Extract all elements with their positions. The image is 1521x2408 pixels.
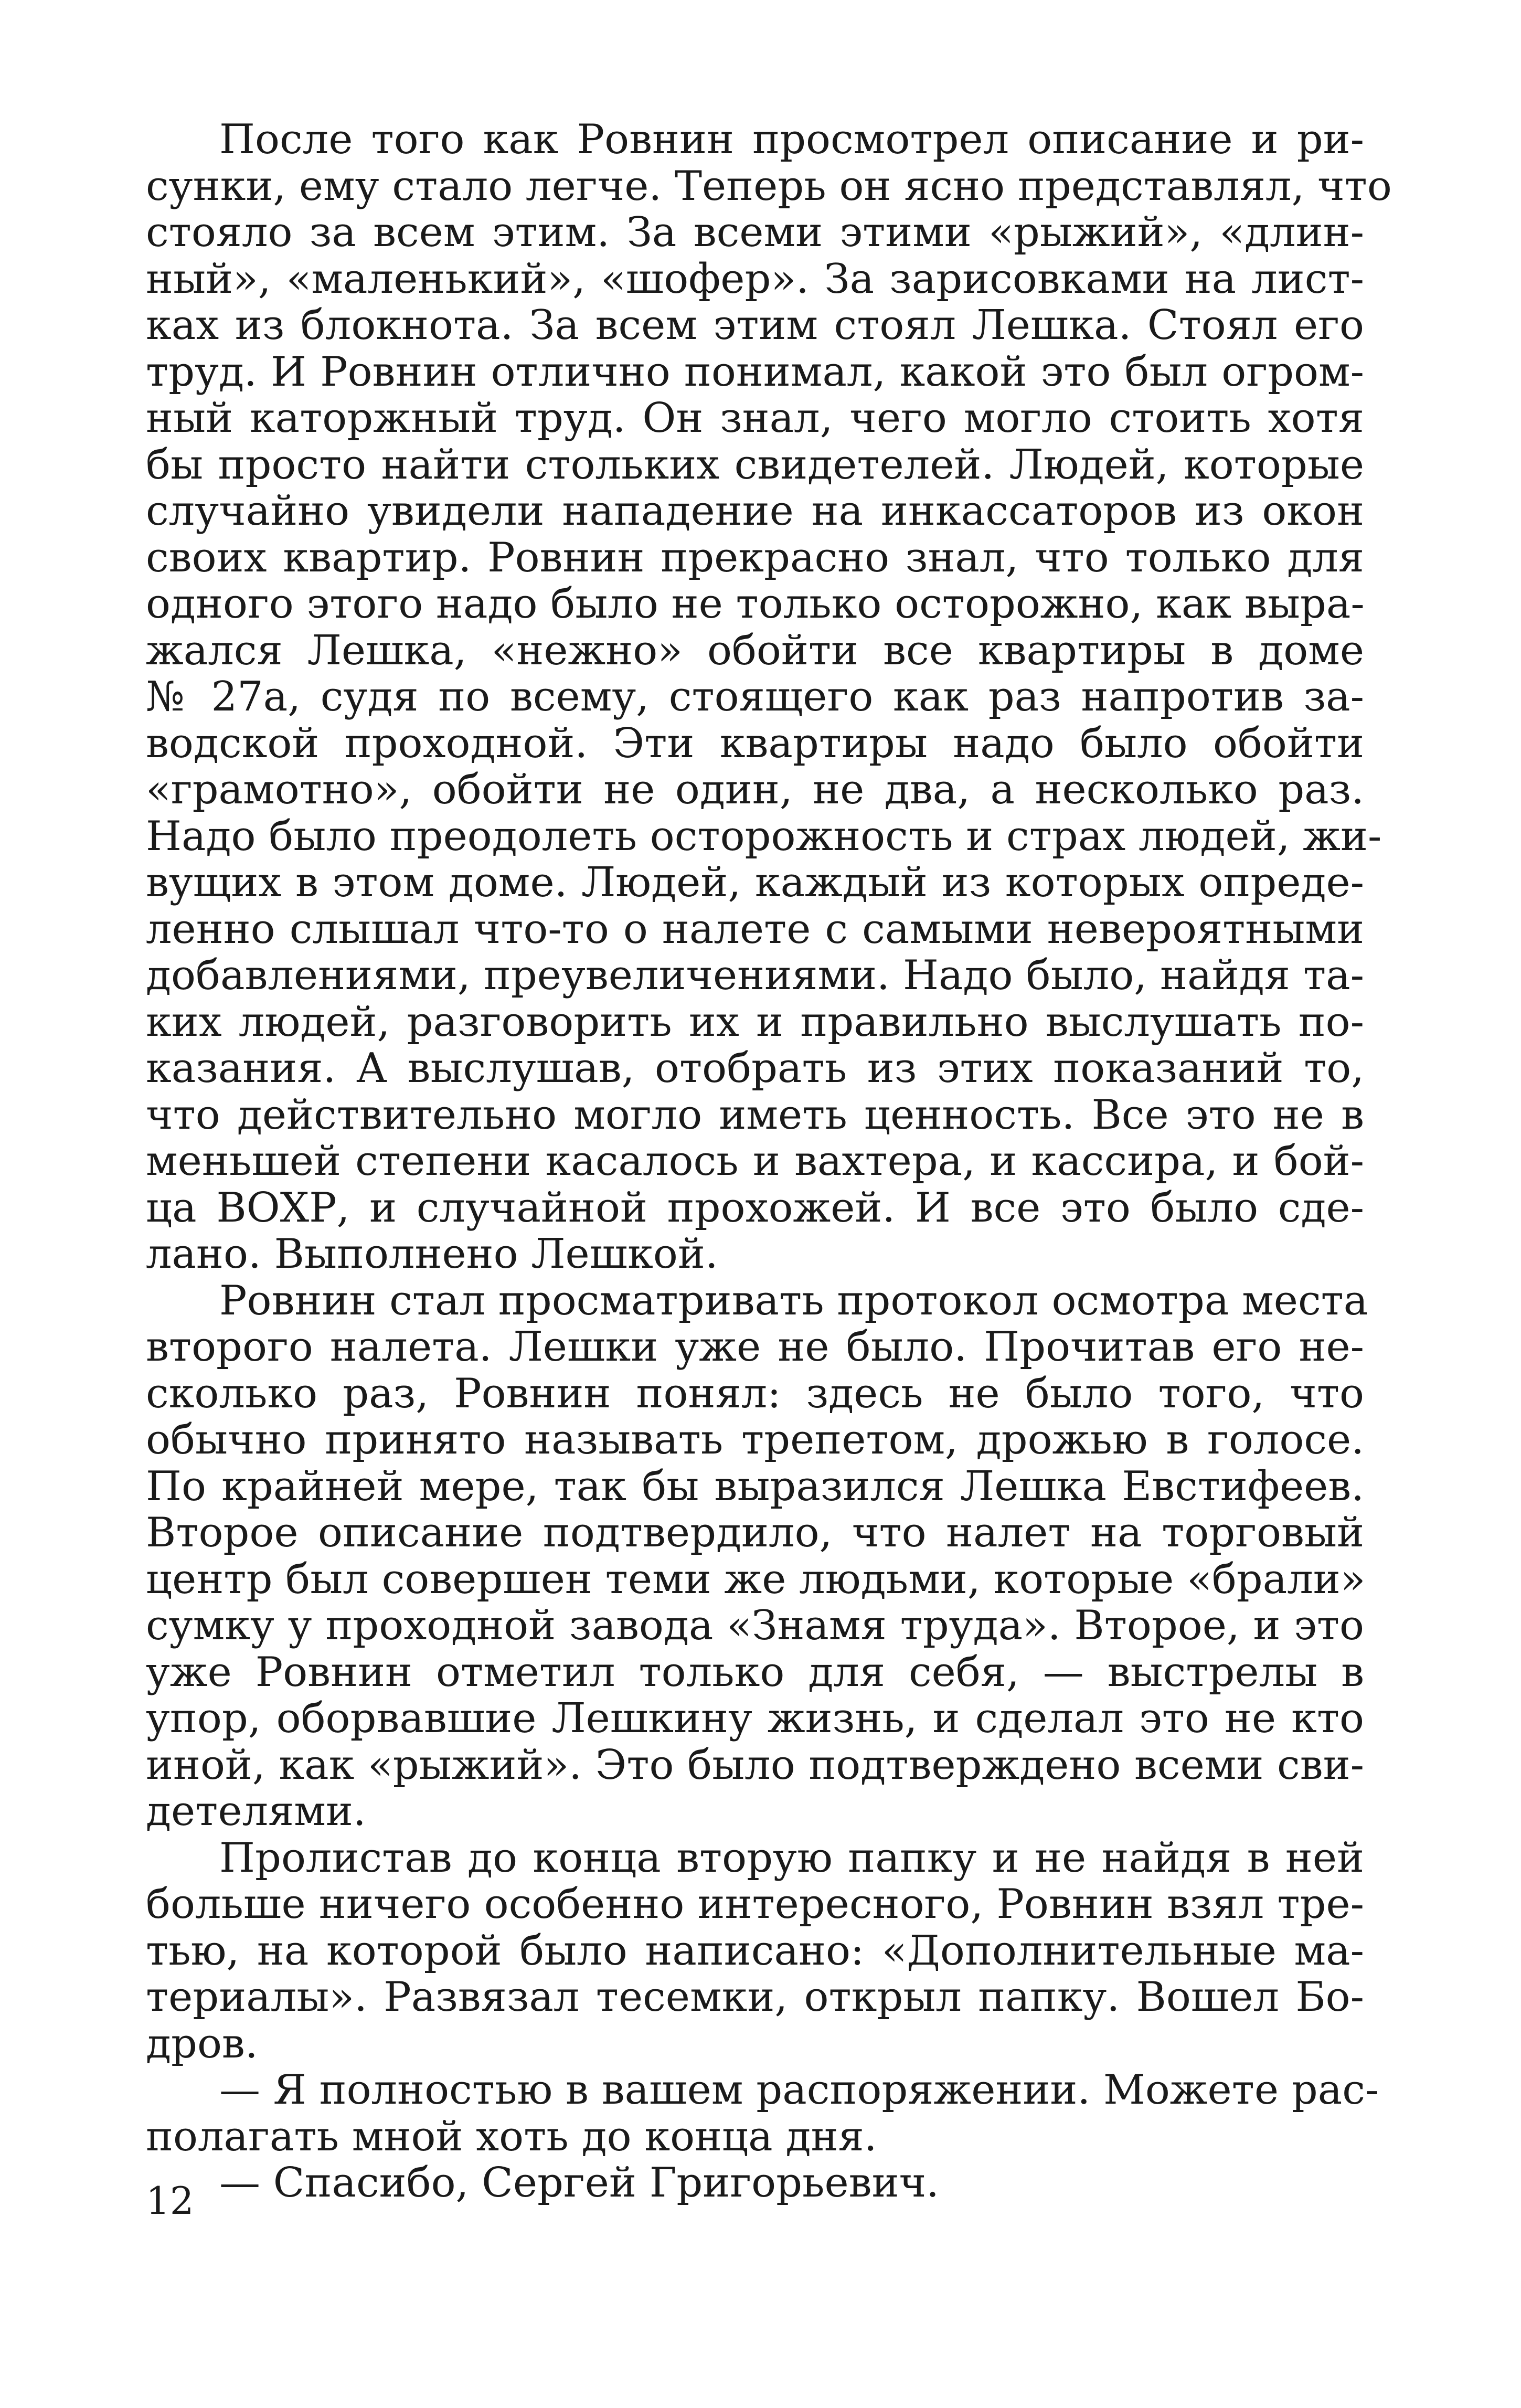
text-line: добавлениями, преувеличениями. Надо было, найдя та-	[146, 952, 1364, 999]
text-line: бы просто найти стольких свидетелей. Людей, которые	[146, 441, 1364, 489]
dialogue-paragraph	[146, 2066, 1379, 2160]
text-line: — Я полностью в вашем распоряжении. Можете рас-	[219, 2066, 1379, 2114]
text-line: ленно слышал что-то о налете с самыми невероятными	[146, 905, 1364, 953]
text-line: Второе описание подтвердило, что налет на торговый	[146, 1509, 1364, 1556]
text-line: жался Лешка, «нежно» обойти все квартиры в доме	[146, 627, 1364, 674]
text-line: По крайней мере, так бы выразился Лешка Евстифеев.	[146, 1462, 1364, 1510]
text-line: стояло за всем этим. За всеми этими «рыжий», «длин-	[146, 209, 1364, 256]
text-line: териалы». Развязал тесемки, открыл папку. Вошел Бо-	[146, 1974, 1364, 2021]
text-line: — Спасибо, Сергей Григорьевич.	[219, 2159, 939, 2207]
text-line: своих квартир. Ровнин прекрасно знал, что только для	[146, 534, 1364, 581]
text-line: случайно увидели нападение на инкассаторов из окон	[146, 487, 1364, 535]
text-line: иной, как «рыжий». Это было подтверждено всеми сви-	[146, 1741, 1364, 1789]
text-line: уже Ровнин отметил только для себя, — выстрелы в	[146, 1648, 1364, 1696]
text-line: ца ВОХР, и случайной прохожей. И все это было сде-	[146, 1184, 1364, 1232]
text-line: центр был совершен теми же людьми, которые «брали»	[146, 1555, 1366, 1603]
text-line: тью, на которой было написано: «Дополнительные ма-	[146, 1927, 1364, 1975]
text-line: лано. Выполнено Лешкой.	[146, 1230, 718, 1278]
text-line: больше ничего особенно интересного, Ровнин взял тре-	[146, 1881, 1364, 1928]
paragraph	[146, 116, 1392, 1278]
text-line: Надо было преодолеть осторожность и страх людей, жи-	[146, 812, 1382, 860]
text-line: меньшей степени касалось и вахтера, и кассира, и бой-	[146, 1138, 1364, 1185]
text-line: ких людей, разговорить их и правильно выслушать по-	[146, 998, 1364, 1046]
text-line: «грамотно», обойти не один, не два, а несколько раз.	[146, 766, 1364, 813]
paragraph	[146, 1277, 1368, 1835]
text-line: После того как Ровнин просмотрел описание и ри-	[219, 116, 1364, 163]
text-line: Ровнин стал просматривать протокол осмотра места	[219, 1277, 1368, 1324]
text-line: второго налета. Лешки уже не было. Прочитав его не-	[146, 1323, 1364, 1371]
text-line: упор, оборвавшие Лешкину жизнь, и сделал это не кто	[146, 1695, 1364, 1742]
text-line: вущих в этом доме. Людей, каждый из которых опреде-	[146, 859, 1364, 906]
text-line: сумку у проходной завода «Знамя труда». Второе, и это	[146, 1602, 1364, 1649]
text-line: сунки, ему стало легче. Теперь он ясно представлял, что	[146, 162, 1392, 210]
text-line: казания. А выслушав, отобрать из этих показаний то,	[146, 1045, 1364, 1092]
text-line: ный», «маленький», «шофер». За зарисовками на лист-	[146, 255, 1364, 303]
text-line: дров.	[146, 2020, 258, 2067]
text-line: обычно принято называть трепетом, дрожью в голосе.	[146, 1416, 1364, 1463]
text-line: № 27а, судя по всему, стоящего как раз напротив за-	[146, 673, 1364, 720]
text-line: ный каторжный труд. Он знал, чего могло стоить хотя	[146, 395, 1364, 442]
dialogue-paragraph	[146, 2160, 1364, 2207]
text-line: Пролистав до конца вторую папку и не найдя в ней	[219, 1834, 1364, 1882]
page-number: 12	[146, 2179, 194, 2223]
text-line: детелями.	[146, 1788, 366, 1835]
text-line: сколько раз, Ровнин понял: здесь не было того, что	[146, 1370, 1364, 1417]
text-line: полагать мной хоть до конца дня.	[146, 2113, 877, 2160]
text-line: что действительно могло иметь ценность. Все это не в	[146, 1091, 1364, 1139]
paragraph	[146, 1835, 1364, 2067]
text-line: одного этого надо было не только осторожно, как выра-	[146, 580, 1365, 628]
text-line: водской проходной. Эти квартиры надо было обойти	[146, 719, 1364, 767]
body-text	[146, 116, 1392, 2207]
text-line: труд. И Ровнин отлично понимал, какой это был огром-	[146, 348, 1364, 396]
text-line: ках из блокнота. За всем этим стоял Лешка. Стоял его	[146, 302, 1364, 349]
